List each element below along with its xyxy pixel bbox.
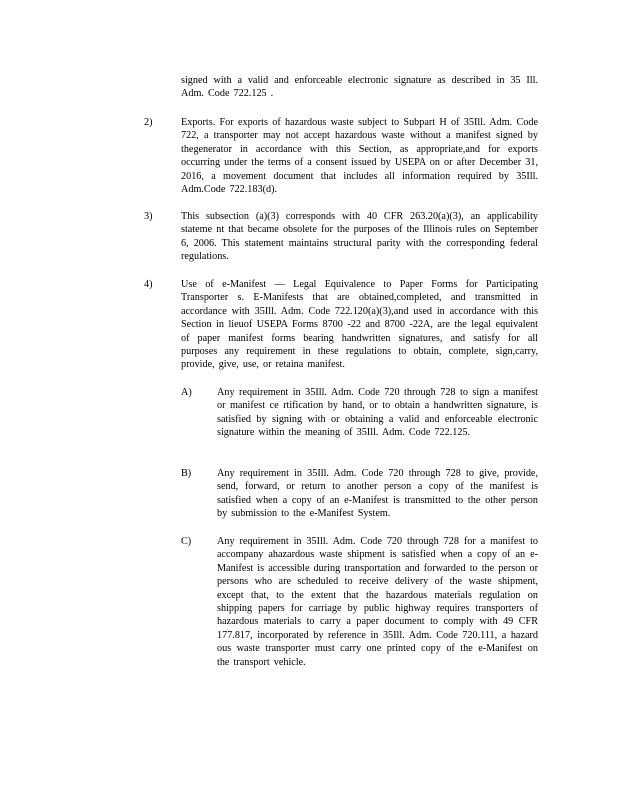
item-text: Exports. For exports of hazardous waste subject to Subpart H of 35Ill. Adm. Code 722, a transporter may not accept hazardous waste without a manifest signed by thegenerator in accordance with this Section, as appropriate,and for exports occurring under the terms of a consent issued by USEPA on or after December 31, 2016, a movement document that includes all information required by 35Ill. Adm.Code 722.183(d).	[181, 117, 538, 196]
sub-item-letter: C)	[181, 536, 192, 547]
item-number: 4)	[144, 279, 153, 290]
sub-item-letter: A)	[181, 387, 192, 398]
item-text: Use of e-Manifest — Legal Equivalence to Paper Forms for Participating Transporter s. E-Manifests that are obtained,completed, and transmitted in accordance with 35Ill. Adm. Code 722.120(a)(3),and used in accordance with this Section in lieuof USEPA Forms 8700 -22 and 8700 -22A, are the legal equivalent of paper manifest forms bearing handwritten signatures, and satisfy for all purposes any requirement in these regulations to obtain, complete, sign,carry, provide, give, use, or retaina manifest.	[181, 279, 538, 371]
item-number: 2)	[144, 117, 153, 128]
sub-item-text: Any requirement in 35Ill. Adm. Code 720 through 728 to sign a manifest or manifest ce rtification by hand, or to obtain a handwritten signature, is satisfied by signing with or obtaining a valid and enforceable electronic signature within the meaning of 35Ill. Adm. Code 722.125.	[217, 387, 538, 439]
item-text: This subsection (a)(3) corresponds with 40 CFR 263.20(a)(3), an applicability stateme nt that became obsolete for the purposes of the Illinois rules on September 6, 2006. This statement maintains structural parity with the corresponding federal regulations.	[181, 211, 538, 263]
sub-item-text: Any requirement in 35Ill. Adm. Code 720 through 728 to give, provide, send, forward, or return to another person a copy of the manifest is satisfied when a copy of an e-Manifest is transmitted to the other person by submission to the e-Manifest System.	[217, 468, 538, 520]
sub-item-letter: B)	[181, 468, 192, 479]
continuation-paragraph: signed with a valid and enforceable electronic signature as described in 35 Ill. Adm. Code 722.125 .	[181, 75, 538, 100]
item-number: 3)	[144, 211, 153, 222]
sub-item-text: Any requirement in 35Ill. Adm. Code 720 through 728 for a manifest to accompany ahazardous waste shipment is satisfied when a copy of an e-Manifest is accessible during transportation and forwarded to the person or persons who are scheduled to receive delivery of the waste shipment, except that, to the extent that the hazardous materials regulation on shipping papers for carriage by public highway requires transporters of hazardous materials to carry a paper document to comply with 49 CFR 177.817, incorporated by reference in 35Ill. Adm. Code 720.111, a hazard ous waste transporter must carry one printed copy of the e-Manifest on the transport vehicle.	[217, 536, 538, 668]
